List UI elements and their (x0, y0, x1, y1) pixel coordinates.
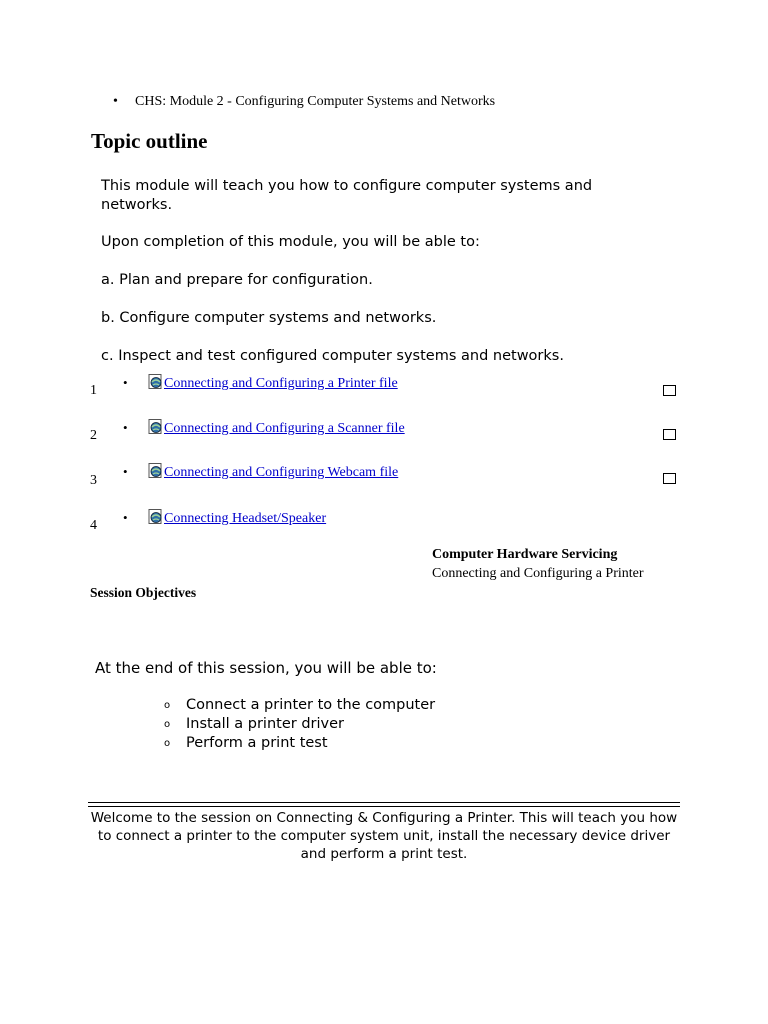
resource-number: 3 (90, 473, 97, 488)
circle-bullet-icon: o (164, 738, 171, 749)
document-globe-icon (148, 463, 163, 478)
course-title: Computer Hardware Servicing (432, 547, 618, 562)
divider (88, 802, 680, 803)
completion-text: Upon completion of this module, you will be able to: (101, 234, 480, 250)
objective-a: a. Plan and prepare for configuration. (101, 272, 373, 288)
objective-text: Connect a printer to the computer (186, 697, 436, 713)
resource-link-label: Connecting and Configuring Webcam file (164, 465, 399, 480)
circle-bullet-icon: o (164, 719, 171, 730)
breadcrumb-text: CHS: Module 2 - Configuring Computer Systems and Networks (135, 94, 496, 109)
document-globe-icon (148, 419, 163, 434)
resource-link-label: Connecting and Configuring a Printer file (164, 376, 398, 391)
page-title: Topic outline (91, 129, 208, 153)
objective-text: Install a printer driver (186, 716, 344, 732)
resource-link-scanner[interactable] (148, 419, 405, 437)
bullet-icon: • (113, 94, 118, 109)
list-item (164, 715, 344, 735)
divider (88, 806, 680, 807)
resource-number: 1 (90, 383, 97, 398)
session-title: Connecting and Configuring a Printer (432, 566, 644, 581)
resource-link-label: Connecting Headset/Speaker (164, 511, 327, 526)
circle-bullet-icon: o (164, 700, 171, 711)
resource-number: 2 (90, 428, 97, 443)
checkbox-icon[interactable] (663, 473, 676, 484)
session-intro: At the end of this session, you will be able to: (95, 659, 437, 677)
resource-link-label: Connecting and Configuring a Scanner file (164, 421, 405, 436)
session-objectives-heading: Session Objectives (90, 585, 197, 600)
bullet-icon: • (123, 464, 128, 479)
objective-c: c. Inspect and test configured computer systems and networks. (101, 348, 564, 364)
objective-text: Perform a print test (186, 735, 328, 751)
checkbox-icon[interactable] (663, 385, 676, 396)
breadcrumb (113, 94, 495, 110)
bullet-icon: • (123, 375, 128, 390)
resource-link-printer[interactable] (148, 374, 398, 392)
objective-b: b. Configure computer systems and networks. (101, 310, 437, 326)
welcome-text: Welcome to the session on Connecting & Configuring a Printer. This will teach you how to connect a printer to the computer system unit, install the necessary device driver and perform a print test. (90, 810, 678, 862)
resource-link-webcam[interactable] (148, 463, 398, 481)
bullet-icon: • (123, 420, 128, 435)
module-description: This module will teach you how to configure computer systems and networks. (101, 178, 593, 213)
document-globe-icon (148, 374, 163, 389)
resource-link-headset[interactable] (148, 509, 326, 527)
list-item (164, 696, 435, 716)
bullet-icon: • (123, 510, 128, 525)
checkbox-icon[interactable] (663, 429, 676, 440)
document-globe-icon (148, 509, 163, 524)
resource-number: 4 (90, 518, 97, 533)
list-item (164, 734, 328, 754)
